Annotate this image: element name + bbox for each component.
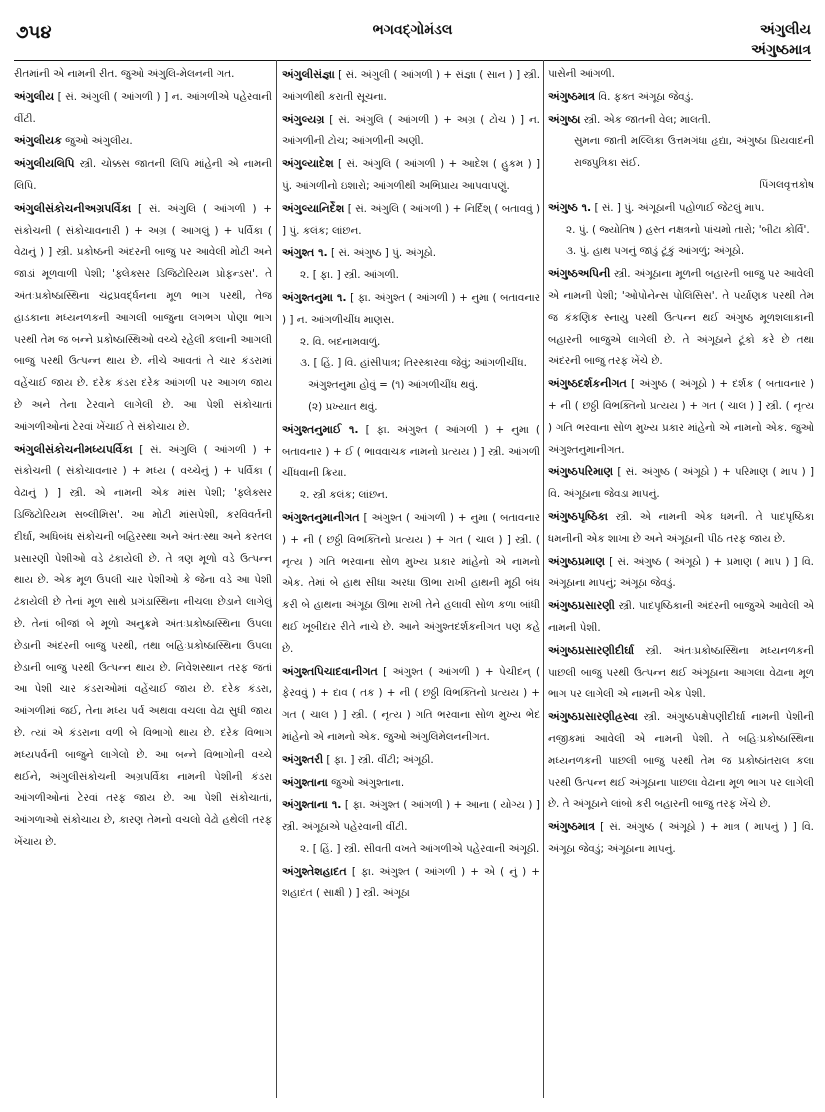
dictionary-entry: [548, 595, 814, 640]
dictionary-entry: [548, 86, 814, 109]
headword: અંગુષ્ઠપ્રસારણીહ્રસ્વા: [548, 710, 638, 724]
headword: અંગુલીયક: [14, 134, 62, 148]
definition: જુઓ અંગુલીય.: [61, 135, 133, 148]
sub-sense: ૨. [ ફા. ] સ્ત્રી. આંગળી.: [300, 269, 399, 282]
dictionary-entry: [282, 242, 540, 265]
sub-sense: ૨. સ્ત્રી કલંક; લાંછન.: [300, 489, 389, 502]
definition: [ સં. અંગુલિ ( આંગળી ) + અગ્ર ( ટોચ ) ] ન. આંગળીની ટોચ; આંગળીની અણી.: [282, 113, 540, 148]
headword: અંગુશ્તેશહાદત: [282, 864, 347, 878]
headword: અંગુષ્ઠઅપિની: [548, 267, 611, 281]
dictionary-entry: [282, 287, 540, 332]
definition: સ્ત્રી. અંગૂઠાના મૂળની બહારની બાજુ પર આવેલી એ નામની પેશી; 'ઓપોનેન્સ પોલિસિસ'. તે પર્યાણક પરથી તેમ જ કંકણિક સ્નાયુ પરથી ઉત્પન્ન થઈ અંગુષ્ઠ મૂળશલાકાની બહારની બાજુએ લાગેલી છે. તે અંગૂઠાને ટૂંકો કરે છે તથા અંદરની બાજુ તરફ ખેંચે છે.: [548, 268, 814, 368]
headword: અંગુલીસંકોચનીમધ્યપર્વિકા: [14, 442, 133, 456]
dictionary-entry: [548, 551, 814, 596]
quotation: સુમના જાતી મલ્લિકા ઉત્તમગંધા હૃદ્યા, અંગુષ્ઠા પ્રિયવાદની રાજપુત્રિકા સંઈ.: [574, 135, 814, 170]
column-divider: [276, 60, 277, 1098]
definition: સ્ત્રી. ચોક્કસ જાતની લિપિ માંહેની એ નામની લિપિ.: [14, 158, 272, 192]
sub-sense: ૩. પું. હાથ પગનું જાડું ટૂંકું આંગળું; અંગૂઠો.: [566, 245, 745, 258]
sub-sense: ૨. પું. ( જ્યોતિષ ) હસ્ત નક્ષત્રનો પાંચમો તારો; 'બીટા કોર્વિ'.: [566, 223, 810, 236]
definition: [ અંગુશ્ત ( આંગળી ) + પેચીદન્ ( ફેરવવું ) + દાવ ( તક ) + ની ( છઠ્ઠી વિભક્તિનો પ્રત્યય ) + ગત ( ચાલ ) ] સ્ત્રી. ( નૃત્ય ) ગતિ ભરવાના સોળ મુખ્ય ભેદ માંહેનો એ નામનો એક. જુઓ અંગુલિમેલનનીગત.: [282, 665, 540, 743]
headword: અંગુશ્તનુમાનીગત: [282, 510, 360, 524]
dictionary-entry: [548, 506, 814, 551]
dictionary-entry: [282, 109, 540, 154]
definition: [ સં. અંગુલિ ( આંગળી ) + સંકોચની ( સંકોચાવનાર ) + મધ્ય ( વચ્ચેનું ) + પર્વિકા ( વેઢાનું ) ] સ્ત્રી. એ નામની એક માંસ પેશી; 'ફ્લેક્સર ડિજિટોરિયમ સબ્લીમિસ'. આ મોટી માંસપેશી, કરવિવર્તની દીર્ઘા, અધિબંધ સંકોચની બહિરસ્થા અને અંતઃસ્થા અને કરતલ પ્રસારણી પેશીઓ વડે ઢંકાયેલી છે. તે ત્રણ મૂળો વડે ઉત્પન્ન થાય છે. એક મૂળ ઉપલી ચાર પેશીઓ કે જેના વડે આ પેશી ઢંકાયેલી છે તેનાં મૂળ સાથે પ્રગંડાસ્થિના નીચલા છેડાને લાગેલું છે. તેનાં બીજાં બે મૂળો અનુક્રમે અંતઃપ્રકોષ્ઠાસ્થિના ઉપલા છેડાની અંદરની બાજુ પરથી, તથા બહિઃપ્રકોષ્ઠાસ્થિના ઉપલા છેડાની બાજુ પરથી ઉત્પન્ન થાય છે. નિવેશસ્થાન તરફ જતાં આ પેશી ચાર કંડરાઓમાં વહેંચાઈ જાય છે. દરેક કંડરા, આંગળીમાં જઈ, તેના મધ્ય પર્વ અથવા વચલા વેઢા સુધી જાય છે. ત્યાં એ કંડરાના વળી બે વિભાગો થાય છે. દરેક વિભાગ મધ્યપર્વની બાજુને લાગેલો છે. આ બન્ને વિભાગોની વચ્ચે થઈને, અંગુલીસંકોચની અગ્રપર્વિકા નામની પેશીની કંડરા આંગળીઓનાં ટેરવાં તરફ જાય છે. આ પેશી સંકોચાતાં, આંગળાઓ સંકોચાય છે, કારણ તેમનો વચલો વેઢો હથેલી તરફ ખેંચાય છે.: [14, 443, 272, 848]
dictionary-entry: [282, 507, 540, 661]
definition: જુઓ અંગુશ્તાના.: [327, 776, 405, 789]
definition: [ અંગુષ્ઠ ( અંગૂઠો ) + દર્શક ( બતાવનાર ) + ની ( છઠ્ઠી વિભક્તિનો પ્રત્યય ) + ગત ( ચાલ ) ] સ્ત્રી. ( નૃત્ય ) ગતિ ભરવાના સોળ મુખ્ય પ્રકાર માંહેનો એ નામનો એક. જુઓ અંગુશ્તનુમાનીગત.: [548, 378, 814, 456]
dictionary-entry: [14, 130, 272, 153]
dictionary-entry: [282, 153, 540, 198]
dictionary-entry: [282, 861, 540, 906]
dictionary-entry: [548, 373, 814, 461]
headword: અંગુલીસંકોચનીઅગ્રપર્વિકા: [14, 201, 132, 215]
dictionary-entry: [282, 661, 540, 749]
definition: [ ફા. અંગુશ્ત ( આંગળી ) + એ ( નું ) + શહાદત ( સાક્ષી ) ] સ્ત્રી. અંગૂઠા: [282, 865, 540, 900]
headword: અંગુશ્તનુમાઈ ૧.: [282, 422, 359, 436]
headword: અંગુલ્યાદેશ: [282, 157, 334, 171]
dictionary-entry: [282, 794, 540, 839]
headword: અંગુષ્ઠપ્રસારણીદીર્ઘા: [548, 643, 635, 657]
definition: [ અંગુશ્ત ( આંગળી ) + નુમા ( બતાવનાર ) + ની ( છઠ્ઠી વિભક્તિનો પ્રત્યય ) + ગત ( ચાલ ) ] સ્ત્રી. ( નૃત્ય ) ગતિ ભરવાના સોળ મુખ્ય પ્રકાર માંહેનો એ નામનો એક. તેમાં બે હાથ સીધા અરધા ઊભા રાખી હાથની મૂઠી બંધ કરી બે હાથના અંગૂઠા ઊભા રાખી તેને હલાવી સોળ કળા બાંધી થઈ ખૂબીદાર રીતે નાચે છે. આને અંગુશ્તદર્શકનીગત પણ કહે છે.: [282, 511, 540, 655]
headword: અંગુલીય: [14, 89, 55, 103]
column-1: [14, 64, 272, 1112]
headword: અંગુષ્ઠમાત્ર: [548, 820, 596, 834]
citation-source: પિંગલવૃત્તકોષ: [759, 178, 814, 191]
headword: અંગુશ્તાના: [282, 775, 328, 789]
headword: અંગુષ્ઠ ૧.: [548, 200, 592, 214]
dictionary-entry: [548, 640, 814, 706]
headword: અંગુષ્ઠમાત્ર: [548, 89, 596, 103]
definition: સ્ત્રી. એ નામની એક ધમની. તે પાદપૃષ્ઠિકા ધમનીની એક શાખા છે અને અંગૂઠાની પીઠ તરફ જાય છે.: [548, 510, 814, 545]
column-divider: [543, 60, 544, 1098]
definition: સ્ત્રી. અંગુષ્ઠપક્ષેપણીદીર્ઘા નામની પેશીની નજીકમાં આવેલી એ નામની પેશી. તે બહિઃપ્રકોષ્ઠાસ્થિના મધ્યનળકની પાછલી બાજુ પરથી તેમ જ પ્રકોષ્ઠાંતરાલ કલા પરથી ઉત્પન્ન થઈ અંગૂઠાના પાછલા વેઢાના મૂળ ભાગ પર લાગેલી છે. તે અંગૂઠાને લાંબો કરી બહારની બાજુ તરફ ખેંચે છે.: [548, 711, 814, 811]
headword: અંગુષ્ઠપ્રમાણ: [548, 554, 605, 568]
headword: અંગુશ્તપિચાદવાનીગત: [282, 664, 378, 678]
dictionary-entry: [548, 109, 814, 132]
headword: અંગુષ્ઠપરિમાણ: [548, 465, 614, 479]
sub-sense: ૨. વિ. બદનામવાળું.: [300, 335, 381, 348]
dictionary-entry: [548, 197, 814, 220]
dictionary-entry: [548, 263, 814, 373]
sub-sense: ૩. [ હિં. ] વિ. હાંસીપાત્ર; તિરસ્કારવા જેવું; આંગળીચીંધ.: [300, 357, 527, 370]
definition: [ ફા. અંગુશ્ત ( આંગળી ) + નુમા ( બતાવનાર ) + ઈ ( ભાવવાચક નામનો પ્રત્યય ) ] સ્ત્રી. આંગળી ચીંધવાની ક્રિયા.: [282, 423, 540, 480]
dictionary-entry: [282, 419, 540, 485]
definition: સ્ત્રી. અંતઃપ્રકોષ્ઠાસ્થિના મધ્યનળકની પાછલી બાજુ પરથી ઉત્પન્ન થઈ અંગૂઠાના આગલા વેઢાના મૂળ ભાગ પર લાગેલી એ નામની એક પેશી.: [548, 644, 814, 701]
quotation: (૨) પ્રખ્યાત થવું.: [308, 400, 378, 413]
continuation-text: રીતમાંની એ નામની રીત. જુઓ અંગુલિ-મેલનની ગત.: [14, 68, 235, 80]
continuation-text: પાસેની આંગળી.: [548, 68, 615, 80]
headword: અંગુષ્ઠા: [548, 112, 581, 126]
definition: સ્ત્રી. એક જાતની વેલ; માલતી.: [580, 113, 711, 126]
dictionary-entry: [282, 749, 540, 772]
dictionary-entry: [548, 706, 814, 816]
definition: [ સં. અંગુલી ( આંગળી ) + સંજ્ઞા ( સાન ) ] સ્ત્રી. આંગળીથી કરાતી સૂચના.: [282, 69, 540, 103]
definition: [ સં. અંગુષ્ઠ ] પું. અંગૂઠો.: [327, 247, 436, 260]
headword: અંગુલ્યગ્ર: [282, 112, 325, 126]
guide-word-first: અંગુલીય: [759, 22, 811, 38]
definition: [ સં. અંગુલિ ( આંગળી ) + આદેશ ( હુકમ ) ] પું. આંગળીનો ઇશારો; આંગળીથી અભિપ્રાય આપવાપણું.: [282, 158, 540, 192]
column-3: [548, 64, 814, 1112]
definition: વિ. ફક્ત અંગૂઠા જેવડું.: [595, 90, 694, 103]
dictionary-entry: [14, 86, 272, 131]
header-rule: [14, 60, 811, 61]
headword: અંગુષ્ઠદર્શકનીગત: [548, 377, 627, 391]
guide-word-last: અંગુષ્ઠમાત્ર: [751, 42, 811, 58]
definition: [ સં. ] પું. અંગૂઠાની પહોળાઈ જેટલું માપ.: [591, 201, 765, 214]
headword: અંગુલ્યાનિર્દેશ: [282, 201, 345, 215]
dictionary-entry: [282, 198, 540, 243]
guide-words: [751, 20, 811, 60]
definition: [ સં. અંગુલિ ( આંગળી ) + નિર્દિશ્ ( બતાવવું ) ] પું. કલંક; લાંછન.: [282, 202, 540, 237]
headword: અંગુષ્ઠપ્રસારણી: [548, 599, 615, 613]
page-title: ભગવદ્ગોમંડલ: [372, 22, 453, 38]
definition: [ સં. અંગુષ્ઠ ( અંગૂઠો ) + માત્ર ( માપનું ) ] વિ. અંગૂઠા જેવડું; અંગૂઠાના માપનું.: [548, 821, 814, 855]
definition: [ ફા. અંગુશ્ત ( આંગળી ) + આના ( યોગ્ય ) ] સ્ત્રી. અંગૂઠાએ પહેરવાની વીંટી.: [282, 799, 540, 834]
page-number: ૭૫૪: [16, 22, 52, 43]
page-header: [0, 0, 825, 68]
dictionary-entry: [282, 64, 540, 109]
headword: અંગુશ્ત ૧.: [282, 246, 328, 260]
definition: સ્ત્રી. પાદપૃષ્ઠિકાની અંદરની બાજુએ આવેલી એ નામની પેશી.: [548, 600, 814, 634]
definition: [ સં. અંગુલિ ( આંગળી ) + સંકોચની ( સંકોચાવનારી ) + અગ્ર ( આગલું ) + પર્વિકા ( વેઢાનું ) ] સ્ત્રી. પ્રકોષ્ઠની અંદરની બાજુ પર આવેલી મોટી અને જાડાં મૂળવાળી પેશી; 'ફ્લેક્સર ડિજિટોરિયમ પ્રોફન્ડસ'. તે અંતઃપ્રકોષ્ઠાસ્થિના ચંદ્રપ્રવર્દ્ધનના મૂળ ભાગ પરથી, તેજ હાડકાના મધ્યનળકની આગલી બાજુના લગભગ પોણા ભાગ પરથી તેમ જ બન્ને પ્રકોષ્ઠાસ્થિઓ વચ્ચે રહેલી કલાની આગલી બાજુ પરથી ઉત્પન્ન થાય છે. નીચે આવતાં તે ચાર કંડરામાં વહેંચાઈ જાય છે. દરેક કંડરા દરેક આંગળી પર આગળ જાય છે અને તેના ટેરવાને લાગેલી છે. આ પેશી સંકોચાતાં આંગળીઓનાં ટેરવાં ખેંચાઈ તે સંકોચાય છે.: [14, 202, 272, 433]
headword: અંગુષ્ઠપૃષ્ઠિકા: [548, 509, 609, 523]
headword: અંગુલીયલિપિ: [14, 157, 75, 171]
headword: અંગુલીસંજ્ઞા: [282, 68, 335, 81]
definition: [ સં. અંગુષ્ઠ ( અંગૂઠો ) + પરિમાણ ( માપ ) ] વિ. અંગૂઠાના જેવડા માપનું.: [548, 466, 814, 501]
dictionary-entry: [548, 816, 814, 861]
definition: [ સં. અંગુલી ( આંગળી ) ] ન. આંગળીએ પહેરવાની વીંટી.: [14, 90, 272, 125]
column-2: [282, 64, 540, 1112]
dictionary-entry: [14, 198, 272, 439]
headword: અંગુશ્તરી: [282, 752, 324, 766]
sub-sense: ૨. [ હિં. ] સ્ત્રી. સીવતી વખતે આંગળીએ પહેરવાની અંગૂઠી.: [300, 842, 540, 855]
definition: [ ફા. ] સ્ત્રી. વીંટી; અંગૂઠી.: [323, 753, 434, 766]
definition: [ સં. અંગુષ્ઠ ( અંગૂઠો ) + પ્રમાણ ( માપ ) ] વિ. અંગૂઠાના માપનું; અંગૂઠા જેવડું.: [548, 555, 814, 590]
dictionary-entry: [14, 439, 272, 854]
dictionary-entry: [14, 153, 272, 198]
quotation: અંગુશ્તનુમા હોવું = (૧) આંગળીચીંધ થવું.: [308, 379, 479, 392]
headword: અંગુશ્તાના ૧.: [282, 798, 342, 812]
headword: અંગુશ્તનુમા ૧.: [282, 290, 347, 304]
dictionary-entry: [548, 461, 814, 506]
dictionary-entry: [282, 772, 540, 795]
definition: [ ફા. અંગુશ્ત ( આંગળી ) + નુમા ( બતાવનાર ) ] ન. આંગળીચીંધ માણસ.: [282, 291, 540, 326]
